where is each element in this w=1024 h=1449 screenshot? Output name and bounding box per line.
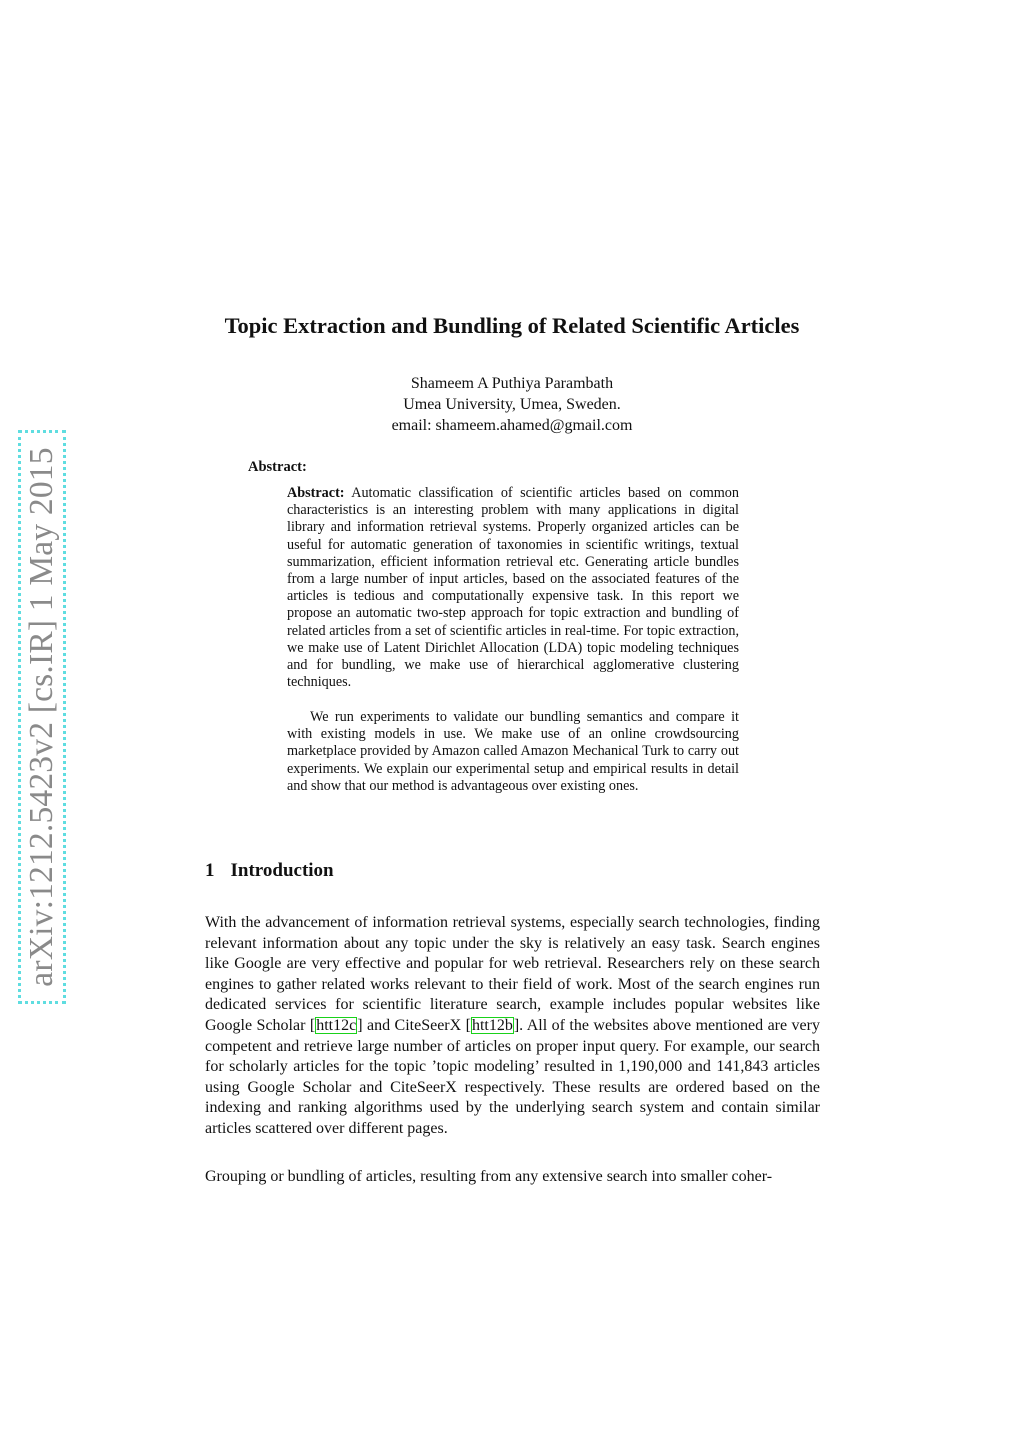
abstract-paragraph-1-text: Automatic classification of scientific articles based on common characteristics is an interesting problem with many applications in digital library and information retrieval systems. Properly organized articles can be useful for automatic generation of taxonomies in scientific writings, textual summarization, efficient information retrieval etc. Generating article bundles from a large number of input articles, based on the associated features of the articles is tedious and computationally expensive task. In this report we propose an automatic two-step approach for topic extraction and bundling of related articles from a set of scientific articles in real-time. For topic extraction, we make use of Latent Dirichlet Allocation (LDA) topic modeling techniques and for bundling, we make use of hierarchical agglomerative clustering techniques. [287,485,739,691]
abstract-inline-label: Abstract: [287,485,345,501]
author-email: email: shameem.ahamed@gmail.com [391,417,633,434]
arxiv-id-text: arXiv:1212.5423v2 [cs.IR] 1 May 2015 [23,447,60,987]
citation-link-htt12b[interactable]: htt12b [471,1016,513,1034]
abstract-paragraph-2: We run experiments to validate our bundling semantics and compare it with existing models in use. We make use of an online crowdsourcing marketplace provided by Amazon called Amazon Mechanical Turk to carry out experiments. We explain our experimental setup and empirical results in detail and show that our method is advantageous over existing ones. [287,709,739,794]
abstract-paragraph-1 [287,485,739,691]
intro-paragraph-2: Grouping or bundling of articles, resulting from any extensive search into smaller coher- [205,1168,773,1185]
arxiv-side-stamp [18,430,66,1004]
section-number: 1 [205,860,215,881]
abstract-heading: Abstract: [248,459,307,475]
paper-title: Topic Extraction and Bundling of Related Scientific Articles [224,313,800,338]
author-name: Shameem A Puthiya Parambath [410,375,614,392]
section-heading-introduction [205,860,334,882]
author-affiliation: Umea University, Umea, Sweden. [403,396,621,413]
intro-p1-text-c: ]. All of the websites above mentioned are very competent and retrieve large number of articles on proper input query. For example, our search for scholarly articles for the topic ’topic modeling’ resulted in 1,190,000 and 141,843 articles using Google Scholar and CiteSeerX respectively. These results are ordered based on the indexing and ranking algorithms used by the underlying search system and contain similar articles scattered over different pages. [205,1016,820,1137]
citation-link-htt12c[interactable]: htt12c [316,1016,357,1034]
intro-paragraph-1 [205,913,820,1140]
section-title: Introduction [230,860,334,881]
intro-p1-text-b: ] and CiteSeerX [ [357,1016,471,1034]
intro-p1-text-a: With the advancement of information retrieval systems, especially search technologies, finding relevant information about any topic under the sky is relatively an easy task. Search engines like Google are very effective and popular for web retrieval. Researchers rely on these search engines to gather related works relevant to their field of work. Most of the search engines run dedicated services for scientific literature search, example includes popular websites like Google Scholar [ [205,914,820,1034]
